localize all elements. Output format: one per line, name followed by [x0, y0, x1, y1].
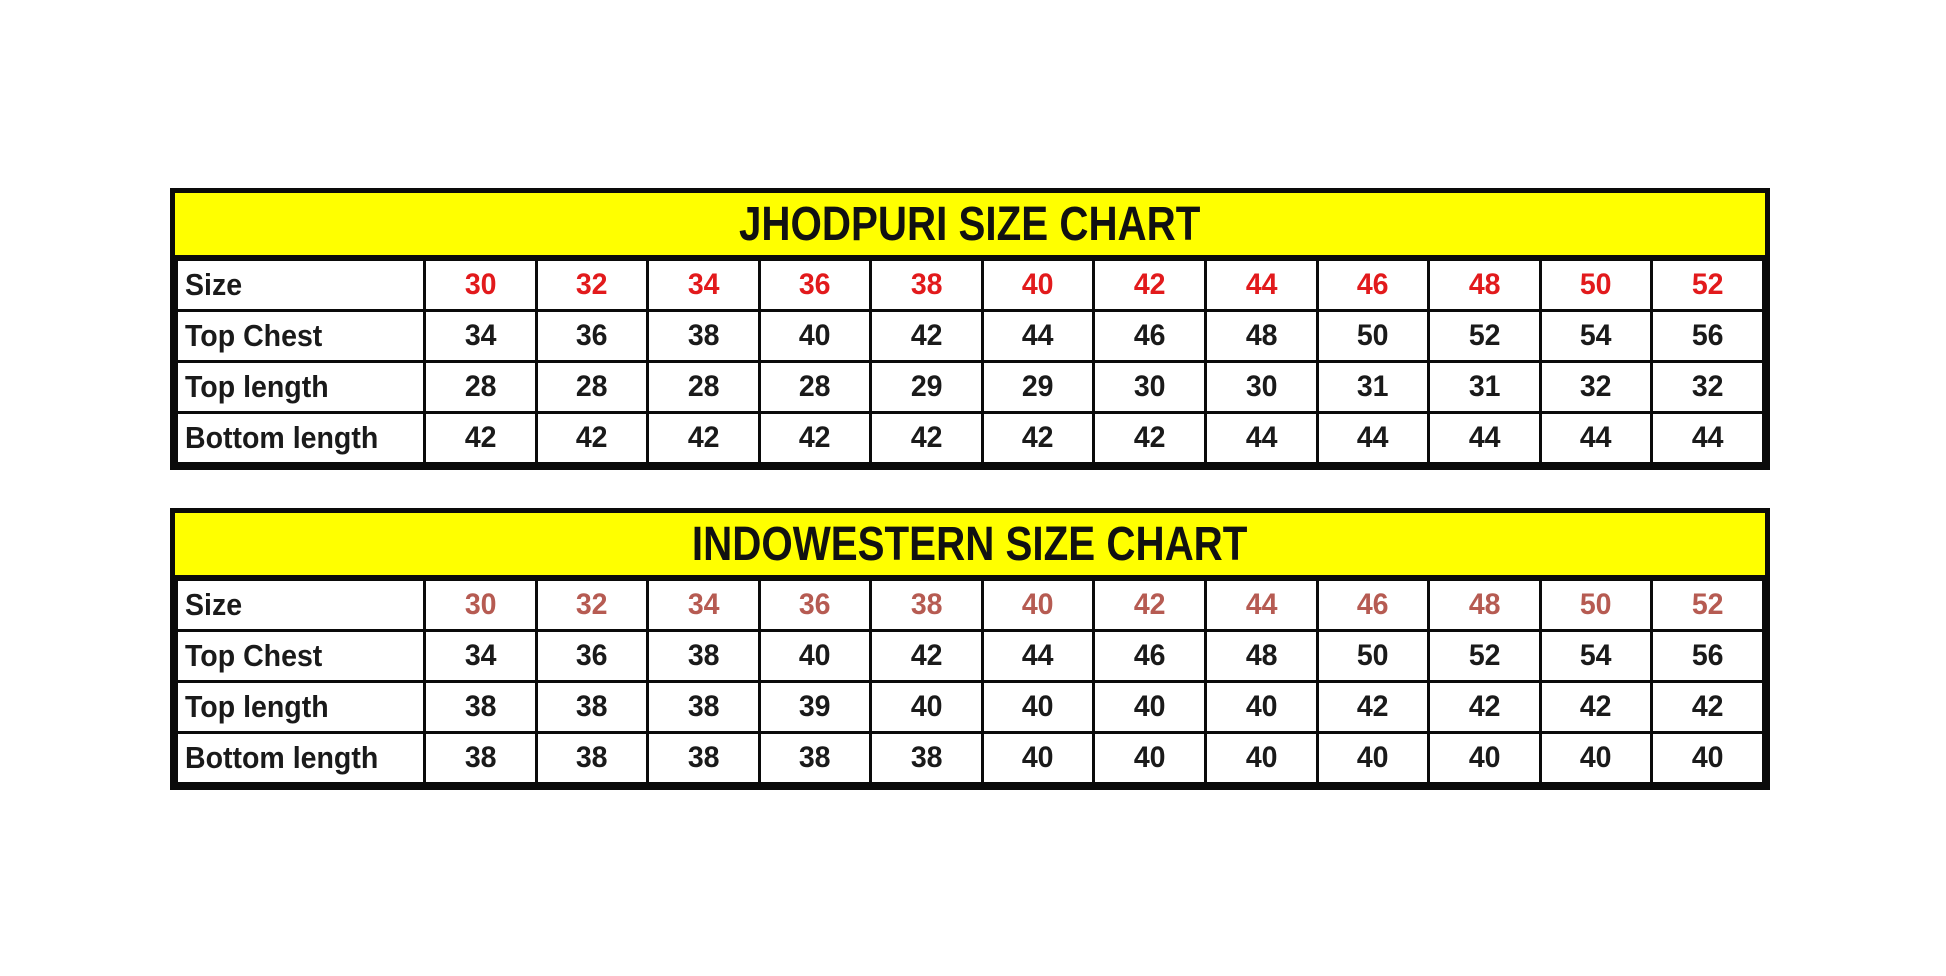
cell-value: 29 [1022, 370, 1055, 403]
row-label [177, 311, 425, 362]
cell-value: 38 [910, 268, 943, 301]
indowestern-table-body [177, 580, 1764, 784]
jhodpuri-size-chart [170, 188, 1770, 470]
cell-value: 42 [464, 421, 497, 454]
measurement-cell [1206, 413, 1318, 464]
indowestern-size-chart [170, 508, 1770, 790]
cell-value: 44 [1245, 588, 1278, 621]
measurement-cell [759, 362, 871, 413]
size-value-cell [1317, 580, 1429, 631]
row-label-text: Top length [185, 689, 329, 724]
cell-value: 50 [1580, 588, 1612, 621]
cell-value: 44 [1245, 421, 1278, 454]
cell-value: 42 [910, 319, 943, 352]
measurement-cell [1540, 733, 1652, 784]
cell-value: 44 [1580, 421, 1612, 454]
measurement-cell [759, 733, 871, 784]
measurement-cell [1429, 362, 1541, 413]
measurement-cell [1540, 682, 1652, 733]
size-value-cell [1094, 580, 1206, 631]
cell-value: 34 [464, 639, 497, 672]
jhodpuri-chart-title-bar [175, 193, 1765, 258]
cell-value: 40 [1022, 741, 1055, 774]
cell-value: 32 [576, 588, 608, 621]
cell-value: 52 [1691, 268, 1724, 301]
measurement-cell [982, 733, 1094, 784]
cell-value: 46 [1133, 639, 1166, 672]
table-row [177, 362, 1764, 413]
measurement-cell [425, 413, 537, 464]
measurement-cell [1652, 362, 1764, 413]
measurement-cell [1206, 733, 1318, 784]
cell-value: 46 [1133, 319, 1166, 352]
cell-value: 28 [799, 370, 831, 403]
jhodpuri-chart-title: JHODPURI SIZE CHART [739, 197, 1201, 251]
row-label-text: Bottom length [185, 420, 379, 455]
cell-value: 28 [464, 370, 497, 403]
cell-value: 54 [1580, 319, 1612, 352]
measurement-cell [648, 733, 760, 784]
table-row [177, 631, 1764, 682]
cell-value: 48 [1245, 319, 1278, 352]
cell-value: 30 [464, 588, 497, 621]
cell-value: 39 [799, 690, 831, 723]
measurement-cell [536, 413, 648, 464]
cell-value: 52 [1691, 588, 1724, 621]
measurement-cell [759, 682, 871, 733]
cell-value: 40 [1691, 741, 1724, 774]
cell-value: 32 [576, 268, 608, 301]
cell-value: 31 [1468, 370, 1501, 403]
measurement-cell [536, 733, 648, 784]
cell-value: 52 [1468, 319, 1501, 352]
size-value-cell [1429, 580, 1541, 631]
cell-value: 42 [687, 421, 720, 454]
row-label [177, 631, 425, 682]
measurement-cell [871, 311, 983, 362]
measurement-cell [982, 682, 1094, 733]
measurement-cell [1652, 631, 1764, 682]
measurement-cell [1317, 733, 1429, 784]
cell-value: 50 [1357, 639, 1389, 672]
table-row [177, 311, 1764, 362]
measurement-cell [1094, 413, 1206, 464]
measurement-cell [982, 362, 1094, 413]
size-value-cell [1429, 260, 1541, 311]
cell-value: 40 [1468, 741, 1501, 774]
measurement-cell [648, 362, 760, 413]
cell-value: 38 [687, 319, 720, 352]
cell-value: 46 [1357, 588, 1389, 621]
cell-value: 30 [464, 268, 497, 301]
measurement-cell [871, 733, 983, 784]
size-value-cell [536, 580, 648, 631]
table-row [177, 733, 1764, 784]
measurement-cell [648, 413, 760, 464]
row-label [177, 413, 425, 464]
table-row [177, 260, 1764, 311]
cell-value: 42 [1133, 268, 1166, 301]
measurement-cell [1429, 682, 1541, 733]
measurement-cell [1206, 682, 1318, 733]
size-value-cell [1540, 260, 1652, 311]
cell-value: 56 [1691, 639, 1724, 672]
cell-value: 46 [1357, 268, 1389, 301]
measurement-cell [648, 631, 760, 682]
cell-value: 48 [1245, 639, 1278, 672]
measurement-cell [759, 413, 871, 464]
measurement-cell [1206, 362, 1318, 413]
measurement-cell [1429, 311, 1541, 362]
measurement-cell [1317, 311, 1429, 362]
cell-value: 34 [687, 268, 720, 301]
measurement-cell [982, 631, 1094, 682]
measurement-cell [425, 631, 537, 682]
cell-value: 30 [1245, 370, 1278, 403]
cell-value: 44 [1468, 421, 1501, 454]
indowestern-table [175, 578, 1765, 785]
row-label [177, 362, 425, 413]
cell-value: 40 [1133, 690, 1166, 723]
cell-value: 42 [910, 421, 943, 454]
measurement-cell [1540, 362, 1652, 413]
measurement-cell [425, 362, 537, 413]
cell-value: 38 [687, 741, 720, 774]
cell-value: 40 [1022, 690, 1055, 723]
measurement-cell [1317, 682, 1429, 733]
cell-value: 52 [1468, 639, 1501, 672]
size-value-cell [648, 580, 760, 631]
size-value-cell [1540, 580, 1652, 631]
cell-value: 50 [1580, 268, 1612, 301]
cell-value: 40 [1357, 741, 1389, 774]
cell-value: 42 [1580, 690, 1612, 723]
cell-value: 54 [1580, 639, 1612, 672]
measurement-cell [871, 413, 983, 464]
size-value-cell [1652, 580, 1764, 631]
cell-value: 42 [1357, 690, 1389, 723]
row-label-text: Top Chest [185, 638, 323, 673]
measurement-cell [1094, 733, 1206, 784]
cell-value: 48 [1468, 268, 1501, 301]
measurement-cell [1540, 311, 1652, 362]
cell-value: 44 [1357, 421, 1389, 454]
size-value-cell [648, 260, 760, 311]
row-label-text: Size [185, 267, 243, 302]
measurement-cell [1429, 413, 1541, 464]
measurement-cell [1429, 631, 1541, 682]
cell-value: 38 [464, 741, 497, 774]
size-value-cell [982, 580, 1094, 631]
row-label-text: Size [185, 587, 243, 622]
row-label-text: Top Chest [185, 318, 323, 353]
table-row [177, 682, 1764, 733]
cell-value: 36 [799, 588, 831, 621]
cell-value: 38 [576, 741, 608, 774]
size-value-cell [871, 260, 983, 311]
cell-value: 31 [1357, 370, 1389, 403]
measurement-cell [648, 682, 760, 733]
measurement-cell [871, 682, 983, 733]
measurement-cell [536, 631, 648, 682]
measurement-cell [1094, 362, 1206, 413]
cell-value: 42 [910, 639, 943, 672]
measurement-cell [648, 311, 760, 362]
cell-value: 40 [1245, 690, 1278, 723]
cell-value: 38 [687, 639, 720, 672]
row-label-text: Top length [185, 369, 329, 404]
measurement-cell [1206, 631, 1318, 682]
measurement-cell [1094, 682, 1206, 733]
measurement-cell [1094, 631, 1206, 682]
measurement-cell [1652, 311, 1764, 362]
measurement-cell [536, 311, 648, 362]
cell-value: 38 [576, 690, 608, 723]
size-value-cell [982, 260, 1094, 311]
table-row [177, 413, 1764, 464]
cell-value: 42 [1133, 588, 1166, 621]
size-value-cell [1094, 260, 1206, 311]
cell-value: 36 [799, 268, 831, 301]
indowestern-chart-title: INDOWESTERN SIZE CHART [692, 517, 1248, 571]
measurement-cell [982, 311, 1094, 362]
jhodpuri-table [175, 258, 1765, 465]
cell-value: 44 [1022, 319, 1055, 352]
size-value-cell [1206, 580, 1318, 631]
cell-value: 40 [1022, 588, 1055, 621]
cell-value: 42 [1022, 421, 1055, 454]
cell-value: 50 [1357, 319, 1389, 352]
measurement-cell [982, 413, 1094, 464]
cell-value: 40 [1022, 268, 1055, 301]
measurement-cell [425, 311, 537, 362]
cell-value: 29 [910, 370, 943, 403]
cell-value: 42 [1691, 690, 1724, 723]
cell-value: 42 [799, 421, 831, 454]
cell-value: 40 [1580, 741, 1612, 774]
row-label [177, 682, 425, 733]
measurement-cell [1652, 733, 1764, 784]
cell-value: 44 [1022, 639, 1055, 672]
cell-value: 32 [1580, 370, 1612, 403]
measurement-cell [1094, 311, 1206, 362]
measurement-cell [759, 631, 871, 682]
cell-value: 40 [799, 639, 831, 672]
measurement-cell [1652, 682, 1764, 733]
cell-value: 40 [1133, 741, 1166, 774]
row-label-text: Bottom length [185, 740, 379, 775]
measurement-cell [536, 362, 648, 413]
row-label [177, 733, 425, 784]
cell-value: 42 [1133, 421, 1166, 454]
cell-value: 38 [464, 690, 497, 723]
cell-value: 40 [910, 690, 943, 723]
cell-value: 44 [1691, 421, 1724, 454]
cell-value: 48 [1468, 588, 1501, 621]
cell-value: 30 [1133, 370, 1166, 403]
size-value-cell [425, 580, 537, 631]
cell-value: 28 [576, 370, 608, 403]
size-value-cell [425, 260, 537, 311]
measurement-cell [425, 733, 537, 784]
measurement-cell [871, 362, 983, 413]
measurement-cell [1206, 311, 1318, 362]
cell-value: 56 [1691, 319, 1724, 352]
cell-value: 42 [1468, 690, 1501, 723]
cell-value: 34 [464, 319, 497, 352]
measurement-cell [1317, 413, 1429, 464]
measurement-cell [1429, 733, 1541, 784]
row-label [177, 580, 425, 631]
table-row [177, 580, 1764, 631]
measurement-cell [1540, 631, 1652, 682]
jhodpuri-table-body [177, 260, 1764, 464]
measurement-cell [871, 631, 983, 682]
measurement-cell [1652, 413, 1764, 464]
measurement-cell [1317, 362, 1429, 413]
row-label [177, 260, 425, 311]
cell-value: 40 [799, 319, 831, 352]
cell-value: 32 [1691, 370, 1724, 403]
cell-value: 34 [687, 588, 720, 621]
cell-value: 36 [576, 639, 608, 672]
measurement-cell [1540, 413, 1652, 464]
cell-value: 38 [910, 588, 943, 621]
measurement-cell [536, 682, 648, 733]
cell-value: 44 [1245, 268, 1278, 301]
measurement-cell [759, 311, 871, 362]
cell-value: 38 [910, 741, 943, 774]
cell-value: 28 [687, 370, 720, 403]
measurement-cell [1317, 631, 1429, 682]
size-value-cell [1652, 260, 1764, 311]
size-value-cell [1206, 260, 1318, 311]
cell-value: 36 [576, 319, 608, 352]
indowestern-chart-title-bar [175, 513, 1765, 578]
cell-value: 38 [799, 741, 831, 774]
measurement-cell [425, 682, 537, 733]
cell-value: 42 [576, 421, 608, 454]
size-value-cell [536, 260, 648, 311]
size-value-cell [759, 260, 871, 311]
size-value-cell [759, 580, 871, 631]
size-value-cell [1317, 260, 1429, 311]
size-value-cell [871, 580, 983, 631]
cell-value: 38 [687, 690, 720, 723]
cell-value: 40 [1245, 741, 1278, 774]
